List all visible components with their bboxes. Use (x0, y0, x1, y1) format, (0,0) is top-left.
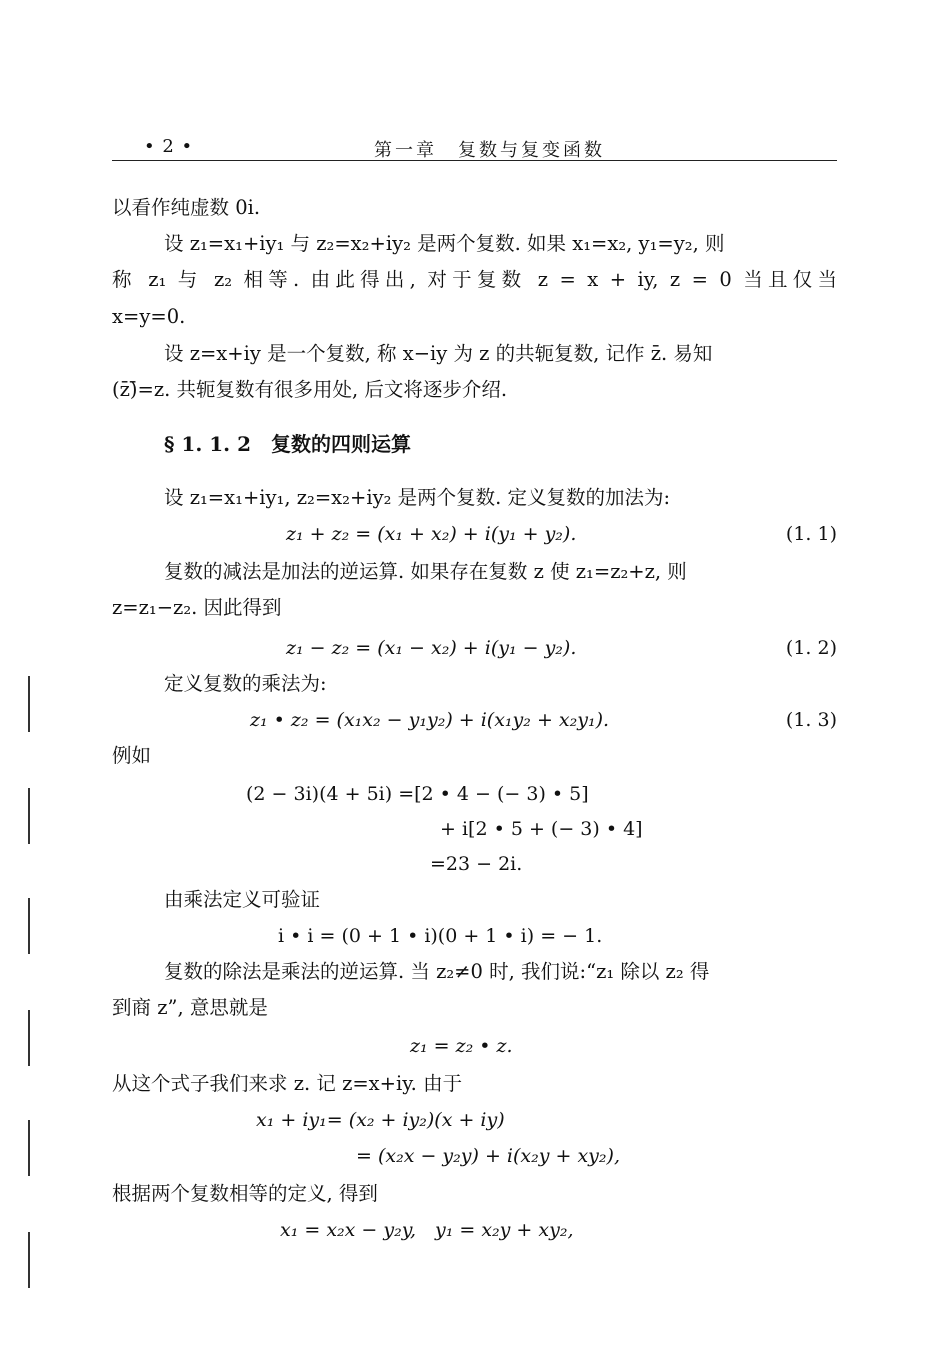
margin-scan-mark (28, 898, 30, 954)
header-rule (112, 160, 837, 161)
running-header (112, 132, 837, 164)
body-line: 称 z₁ 与 z₂ 相等. 由此得出, 对于复数 z = x + iy, z = 0 当且仅当 (112, 268, 837, 291)
body-line: 复数的减法是加法的逆运算. 如果存在复数 z 使 z₁=z₂+z, 则 (164, 560, 687, 583)
equation-1-3: z₁ • z₂ = (x₁x₂ − y₁y₂) + i(x₁y₂ + x₂y₁). (250, 709, 610, 731)
body-line: 例如 (112, 744, 152, 767)
body-line: 由乘法定义可验证 (164, 888, 321, 911)
margin-scan-mark (28, 676, 30, 732)
equation-expansion: = (x₂x − y₂y) + i(x₂y + xy₂), (356, 1145, 620, 1167)
margin-scan-mark (28, 1010, 30, 1066)
equation-number: (1. 3) (785, 709, 837, 731)
page-number: • 2 • (144, 136, 194, 157)
equation-1-2: z₁ − z₂ = (x₁ − x₂) + i(y₁ − y₂). (286, 637, 577, 659)
example-line: + i[2 • 5 + (− 3) • 4] (440, 818, 643, 840)
body-line: 以看作纯虚数 0i. (112, 196, 261, 219)
margin-scan-mark (28, 1232, 30, 1288)
body-line: (z̄)̄=z. 共轭复数有很多用处, 后文将逐步介绍. (112, 378, 508, 401)
body-line: 设 z=x+iy 是一个复数, 称 x−iy 为 z 的共轭复数, 记作 z̄. 易知 (164, 342, 713, 365)
body-line: x=y=0. (112, 305, 186, 328)
body-line: 根据两个复数相等的定义, 得到 (112, 1182, 378, 1205)
margin-scan-mark (28, 1120, 30, 1176)
equation-i-squared: i • i = (0 + 1 • i)(0 + 1 • i) = − 1. (278, 925, 603, 947)
example-line: (2 − 3i)(4 + 5i) =[2 • 4 − (− 3) • 5] (246, 783, 589, 805)
body-line: 设 z₁=x₁+iy₁, z₂=x₂+iy₂ 是两个复数. 定义复数的加法为: (164, 486, 671, 509)
body-line: 定义复数的乘法为: (164, 672, 327, 695)
section-heading: § 1. 1. 2 复数的四则运算 (164, 432, 412, 456)
equation-expansion: x₁ + iy₁= (x₂ + iy₂)(x + iy) (256, 1109, 505, 1131)
body-line: z=z₁−z₂. 因此得到 (112, 596, 282, 619)
equation-division: z₁ = z₂ • z. (410, 1035, 513, 1057)
body-line: 设 z₁=x₁+iy₁ 与 z₂=x₂+iy₂ 是两个复数. 如果 x₁=x₂, y₁=y₂, 则 (164, 232, 725, 255)
body-line: 从这个式子我们来求 z. 记 z=x+iy. 由于 (112, 1072, 463, 1095)
equation-1-1: z₁ + z₂ = (x₁ + x₂) + i(y₁ + y₂). (286, 523, 577, 545)
example-line: =23 − 2i. (430, 853, 523, 875)
body-line: 复数的除法是乘法的逆运算. 当 z₂≠0 时, 我们说:“z₁ 除以 z₂ 得 (164, 960, 710, 983)
chapter-title: 第一章 复数与复变函数 (374, 140, 605, 161)
body-line: 到商 z”, 意思就是 (112, 996, 268, 1019)
margin-scan-mark (28, 788, 30, 844)
equation-number: (1. 1) (785, 523, 837, 545)
equation-system: x₁ = x₂x − y₂y, y₁ = x₂y + xy₂, (280, 1219, 574, 1241)
equation-number: (1. 2) (785, 637, 837, 659)
